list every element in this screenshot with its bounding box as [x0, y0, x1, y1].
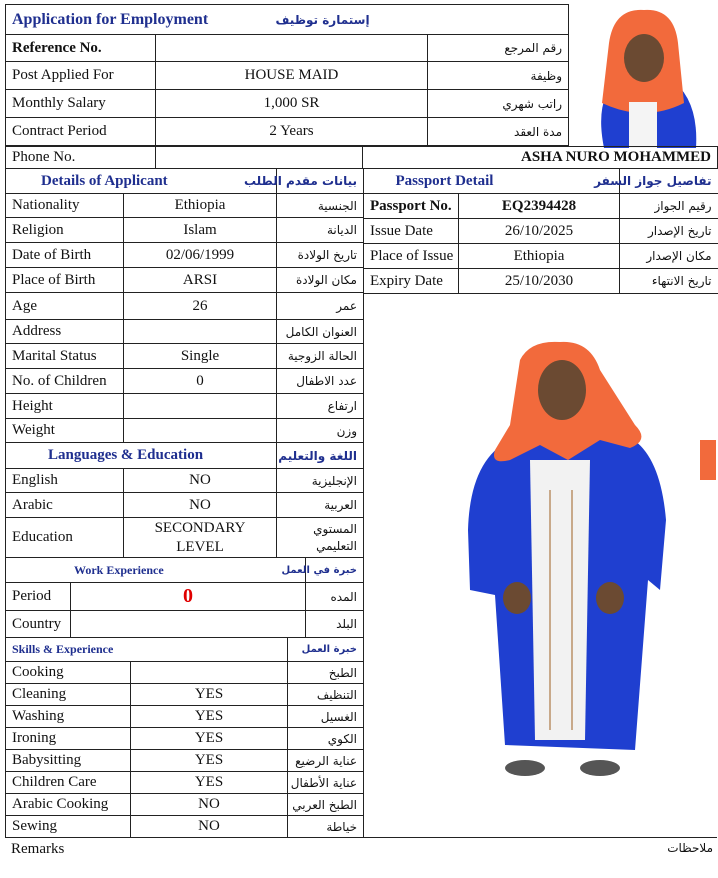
issue-date-label-ar: تاريخ الإصدار	[620, 219, 718, 244]
form-title-ar: إستمارة توظيف	[275, 12, 370, 27]
salary-label-ar: راتب شهري	[428, 90, 569, 118]
education-label: Education	[6, 518, 124, 558]
passport-no-label-ar: رقيم الجواز	[620, 194, 718, 219]
english-label: English	[6, 469, 124, 493]
religion-label: Religion	[6, 218, 124, 243]
babysitting-label: Babysitting	[6, 750, 131, 772]
expiry-value: 25/10/2030	[459, 269, 620, 294]
nationality-value: Ethiopia	[124, 194, 277, 218]
arabic-cooking-value: NO	[131, 794, 288, 816]
religion-value: Islam	[124, 218, 277, 243]
marital-value: Single	[124, 344, 277, 369]
post-label: Post Applied For	[6, 62, 156, 90]
pob-label-ar: مكان الولادة	[277, 268, 364, 293]
sewing-label-ar: خياطة	[288, 816, 364, 838]
work-table	[5, 557, 364, 638]
height-value	[124, 394, 277, 419]
children-value: 0	[124, 369, 277, 394]
passport-no-label: Passport No.	[364, 194, 459, 219]
remarks-row	[5, 837, 717, 861]
place-issue-label-ar: مكان الإصدار	[620, 244, 718, 269]
weight-value	[124, 419, 277, 443]
expiry-label: Expiry Date	[364, 269, 459, 294]
period-label-ar: المده	[306, 583, 364, 611]
reference-value	[156, 35, 428, 62]
period-value: 0	[71, 583, 306, 611]
education-label-ar-line1: المستوي	[313, 521, 357, 536]
cleaning-label: Cleaning	[6, 684, 131, 706]
work-header-en: Work Experience	[6, 558, 306, 583]
passport-header-ar: تفاصيل جواز السفر	[620, 169, 718, 194]
country-label: Country	[6, 611, 71, 638]
weight-label-ar: وزن	[277, 419, 364, 443]
education-value-line2: LEVEL	[176, 538, 224, 555]
dob-value: 02/06/1999	[124, 243, 277, 268]
ironing-label-ar: الكوي	[288, 728, 364, 750]
washing-label-ar: الغسيل	[288, 706, 364, 728]
details-table	[5, 168, 364, 558]
sewing-value: NO	[131, 816, 288, 838]
washing-value: YES	[131, 706, 288, 728]
babysitting-value: YES	[131, 750, 288, 772]
height-label-ar: ارتفاع	[277, 394, 364, 419]
age-value: 26	[124, 293, 277, 320]
applicant-portrait-small	[574, 8, 712, 148]
form-title-row	[6, 5, 569, 35]
children-care-label-ar: عناية الأطفال	[288, 772, 364, 794]
children-care-label: Children Care	[6, 772, 131, 794]
contract-label: Contract Period	[6, 118, 156, 146]
country-value	[71, 611, 306, 638]
age-label: Age	[6, 293, 124, 320]
sewing-label: Sewing	[6, 816, 131, 838]
period-label: Period	[6, 583, 71, 611]
cleaning-value: YES	[131, 684, 288, 706]
phone-value	[156, 147, 363, 169]
children-care-value: YES	[131, 772, 288, 794]
reference-label-ar: رقم المرجع	[428, 35, 569, 62]
country-label-ar: البلد	[306, 611, 364, 638]
passport-header-en: Passport Detail	[364, 169, 620, 194]
arabic-value: NO	[124, 493, 277, 518]
age-label-ar: عمر	[277, 293, 364, 320]
cooking-label-ar: الطبخ	[288, 662, 364, 684]
height-label: Height	[6, 394, 124, 419]
work-header-ar: خبرة في العمل	[306, 558, 364, 583]
dob-label: Date of Birth	[6, 243, 124, 268]
phone-label: Phone No.	[6, 147, 156, 169]
weight-label: Weight	[6, 419, 124, 443]
marital-label: Marital Status	[6, 344, 124, 369]
cleaning-label-ar: التنظيف	[288, 684, 364, 706]
pob-label: Place of Birth	[6, 268, 124, 293]
form-title-en: Application for Employment	[12, 10, 209, 28]
passport-no-value: EQ2394428	[459, 194, 620, 219]
issue-date-label: Issue Date	[364, 219, 459, 244]
post-value: HOUSE MAID	[156, 62, 428, 90]
reference-label: Reference No.	[6, 35, 156, 62]
marital-label-ar: الحالة الزوجية	[277, 344, 364, 369]
languages-header-ar: اللغة والتعليم	[277, 443, 364, 469]
address-label-ar: العنوان الكامل	[277, 320, 364, 344]
passport-table	[363, 168, 718, 294]
ironing-value: YES	[131, 728, 288, 750]
applicant-photo-full	[450, 330, 716, 790]
education-label-ar	[277, 518, 364, 558]
religion-label-ar: الديانة	[277, 218, 364, 243]
issue-date-value: 26/10/2025	[459, 219, 620, 244]
skills-table	[5, 637, 364, 838]
details-header-en: Details of Applicant	[6, 169, 277, 194]
ironing-label: Ironing	[6, 728, 131, 750]
post-label-ar: وظيفة	[428, 62, 569, 90]
children-label-ar: عدد الاطفال	[277, 369, 364, 394]
skills-header-ar: خبرة العمل	[288, 638, 364, 662]
place-issue-label: Place of Issue	[364, 244, 459, 269]
expiry-label-ar: تاريخ الانتهاء	[620, 269, 718, 294]
phone-table	[5, 146, 718, 169]
arabic-label: Arabic	[6, 493, 124, 518]
education-value	[124, 518, 277, 558]
contract-value: 2 Years	[156, 118, 428, 146]
applicant-name: ASHA NURO MOHAMMED	[363, 147, 718, 169]
babysitting-label-ar: عناية الرضيع	[288, 750, 364, 772]
nationality-label-ar: الجنسية	[277, 194, 364, 218]
contract-label-ar: مدة العقد	[428, 118, 569, 146]
nationality-label: Nationality	[6, 194, 124, 218]
washing-label: Washing	[6, 706, 131, 728]
place-issue-value: Ethiopia	[459, 244, 620, 269]
pob-value: ARSI	[124, 268, 277, 293]
education-label-ar-line2: التعليمي	[316, 538, 357, 553]
arabic-label-ar: العربية	[277, 493, 364, 518]
children-label: No. of Children	[6, 369, 124, 394]
languages-header-en: Languages & Education	[6, 443, 277, 469]
address-value	[124, 320, 277, 344]
education-value-line1: SECONDARY	[154, 519, 246, 536]
remarks-label: Remarks	[11, 841, 65, 857]
address-label: Address	[6, 320, 124, 344]
remarks-label-ar: ملاحظات	[667, 841, 713, 855]
salary-value: 1,000 SR	[156, 90, 428, 118]
skills-header-en: Skills & Experience	[6, 638, 288, 662]
dob-label-ar: تاريخ الولادة	[277, 243, 364, 268]
arabic-cooking-label-ar: الطبخ العربي	[288, 794, 364, 816]
cooking-value	[131, 662, 288, 684]
english-label-ar: الإنجليزية	[277, 469, 364, 493]
arabic-cooking-label: Arabic Cooking	[6, 794, 131, 816]
salary-label: Monthly Salary	[6, 90, 156, 118]
details-header-ar: بيانات مقدم الطلب	[277, 169, 364, 194]
english-value: NO	[124, 469, 277, 493]
top-table	[5, 4, 569, 146]
cooking-label: Cooking	[6, 662, 131, 684]
